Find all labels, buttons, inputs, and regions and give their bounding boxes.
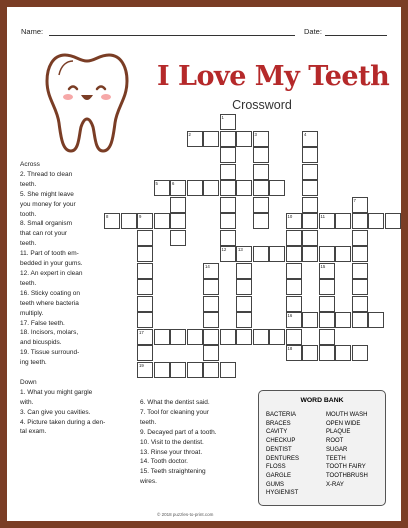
grid-cell[interactable] xyxy=(352,296,368,312)
grid-cell[interactable] xyxy=(220,246,236,262)
clue-line: 17. False teeth. xyxy=(20,319,65,327)
grid-cell[interactable] xyxy=(220,230,236,246)
word-bank-entry: SUGAR xyxy=(326,446,348,453)
grid-cell[interactable] xyxy=(220,329,236,345)
grid-cell[interactable] xyxy=(203,296,219,312)
copyright-notice: © 2018 puzzles-to-print.com xyxy=(157,512,214,517)
grid-cell[interactable] xyxy=(319,246,335,262)
grid-cell[interactable] xyxy=(236,180,252,196)
smiling-tooth-icon xyxy=(45,51,129,155)
grid-cell[interactable] xyxy=(137,345,153,361)
word-bank-entry: GARGLE xyxy=(266,472,292,479)
grid-cell[interactable] xyxy=(302,131,318,147)
clue-line: with. xyxy=(20,398,34,406)
grid-cell[interactable] xyxy=(203,180,219,196)
clue-number: 19 xyxy=(139,362,144,368)
grid-cell[interactable] xyxy=(170,213,186,229)
grid-cell[interactable] xyxy=(302,197,318,213)
clue-number: 10 xyxy=(287,214,293,219)
grid-cell[interactable] xyxy=(137,329,153,345)
clue-line: 9. Decayed part of a tooth. xyxy=(140,428,217,436)
grid-cell[interactable] xyxy=(319,263,335,279)
grid-cell[interactable] xyxy=(203,263,219,279)
clue-line: 1. What you might gargle xyxy=(20,388,93,396)
clue-line: multiply. xyxy=(20,309,44,317)
grid-cell[interactable] xyxy=(154,329,170,345)
word-bank-entry: DENTIST xyxy=(266,446,292,453)
page-title: I Love My Teeth xyxy=(157,61,390,92)
clue-line: teeth. xyxy=(20,240,37,248)
name-label: Name: xyxy=(21,27,44,36)
grid-cell[interactable] xyxy=(187,180,203,196)
grid-cell[interactable] xyxy=(137,362,153,378)
clue-number: 6 xyxy=(172,181,175,186)
grid-cell[interactable] xyxy=(253,164,269,180)
grid-cell[interactable] xyxy=(203,362,219,378)
word-bank-entry: GUMS xyxy=(266,481,284,488)
clue-number: 14 xyxy=(205,263,210,269)
grid-cell[interactable] xyxy=(302,147,318,163)
date-label: Date: xyxy=(304,27,322,36)
grid-cell[interactable] xyxy=(220,147,236,163)
word-bank-entry: FLOSS xyxy=(266,464,286,471)
word-bank-entry: TEETH xyxy=(326,455,346,462)
word-bank-column xyxy=(326,411,368,489)
word-bank-entry: X-RAY xyxy=(326,481,344,488)
grid-cell[interactable] xyxy=(203,329,219,345)
grid-cell[interactable] xyxy=(352,263,368,279)
word-bank-entry: BRACES xyxy=(266,420,291,427)
grid-cell[interactable] xyxy=(220,164,236,180)
grid-cell[interactable] xyxy=(137,213,153,229)
clue-line: 10. Visit to the dentist. xyxy=(140,438,204,446)
clue-line: 6. What the dentist said. xyxy=(140,399,210,406)
clue-line: 12. An expert in clean xyxy=(20,269,83,277)
clue-number: 17 xyxy=(139,329,144,335)
word-bank-title: WORD BANK xyxy=(300,397,344,404)
clue-line: 13. Rinse your throat. xyxy=(140,448,203,456)
clue-line: tooth. xyxy=(20,210,37,218)
grid-cell[interactable] xyxy=(335,213,351,229)
grid-cell[interactable] xyxy=(187,131,203,147)
grid-cell[interactable] xyxy=(154,213,170,229)
grid-cell[interactable] xyxy=(253,197,269,213)
word-bank-entry: ROOT xyxy=(326,438,344,445)
clue-line: 3. Can give you cavities. xyxy=(20,408,91,416)
grid-cell[interactable] xyxy=(352,345,368,361)
grid-cell[interactable] xyxy=(269,180,285,196)
worksheet xyxy=(7,7,401,521)
clue-line: 11. Part of tooth em- xyxy=(20,250,79,258)
grid-cell[interactable] xyxy=(352,312,368,328)
clue-number: 18 xyxy=(287,346,293,351)
clue-number: 3 xyxy=(254,131,257,137)
across-heading: Across xyxy=(20,161,40,168)
grid-cell[interactable] xyxy=(236,263,252,279)
word-bank-entry: CHECKUP xyxy=(266,438,296,445)
clue-line: you money for your xyxy=(20,200,76,208)
grid-cell[interactable] xyxy=(253,246,269,262)
grid-cell[interactable] xyxy=(170,180,186,196)
clue-line: 19. Tissue surround- xyxy=(20,349,80,357)
grid-cell[interactable] xyxy=(253,131,269,147)
down-clues-continued xyxy=(140,398,217,487)
grid-cell[interactable] xyxy=(302,213,318,229)
clue-number: 4 xyxy=(304,131,307,137)
name-line[interactable] xyxy=(49,27,295,36)
grid-cell[interactable] xyxy=(137,263,153,279)
grid-cell[interactable] xyxy=(236,246,252,262)
grid-cell[interactable] xyxy=(286,296,302,312)
grid-cell[interactable] xyxy=(302,164,318,180)
word-bank-entry: CAVITY xyxy=(266,429,288,436)
grid-cell[interactable] xyxy=(236,279,252,295)
grid-cell[interactable] xyxy=(203,279,219,295)
clue-number: 12 xyxy=(221,247,227,252)
grid-cell[interactable] xyxy=(236,329,252,345)
grid-cell[interactable] xyxy=(368,213,384,229)
grid-cell[interactable] xyxy=(352,246,368,262)
clue-number: 8 xyxy=(106,214,109,219)
clue-line: 14. Tooth doctor. xyxy=(140,458,188,466)
clue-line: 2. Thread to clean xyxy=(20,170,73,178)
grid-cell[interactable] xyxy=(286,329,302,345)
grid-cell[interactable] xyxy=(203,345,219,361)
word-bank-column xyxy=(266,411,299,498)
grid-cell[interactable] xyxy=(302,312,318,328)
grid-cell[interactable] xyxy=(236,296,252,312)
grid-cell[interactable] xyxy=(286,279,302,295)
word-bank-entry: BACTERIA xyxy=(266,412,297,418)
grid-cell[interactable] xyxy=(137,296,153,312)
grid-cell[interactable] xyxy=(121,213,137,229)
grid-cell[interactable] xyxy=(170,230,186,246)
clue-number: 16 xyxy=(287,313,293,318)
grid-cell[interactable] xyxy=(220,362,236,378)
clue-line: tal exam. xyxy=(20,428,47,436)
word-bank-entry: HYGIENIST xyxy=(266,490,299,497)
grid-cell[interactable] xyxy=(104,213,120,229)
word-bank-entry: PLAQUE xyxy=(326,429,351,436)
grid-cell[interactable] xyxy=(253,147,269,163)
grid-cell[interactable] xyxy=(170,329,186,345)
grid-cell[interactable] xyxy=(286,312,302,328)
clue-number: 7 xyxy=(353,197,356,203)
grid-cell[interactable] xyxy=(203,131,219,147)
grid-cell[interactable] xyxy=(335,345,351,361)
grid-cell[interactable] xyxy=(286,263,302,279)
grid-cell[interactable] xyxy=(253,329,269,345)
grid-cell[interactable] xyxy=(170,197,186,213)
clue-line: 7. Tool for cleaning your xyxy=(140,408,209,416)
clue-line: 4. Picture taken during a den- xyxy=(20,418,106,426)
clue-line: 16. Sticky coating on xyxy=(20,289,80,297)
grid-cell[interactable] xyxy=(220,180,236,196)
grid-cell[interactable] xyxy=(203,312,219,328)
grid-cell[interactable] xyxy=(302,230,318,246)
clue-line: 8. Small organism xyxy=(20,220,73,228)
grid-cell[interactable] xyxy=(286,230,302,246)
grid-cell[interactable] xyxy=(220,131,236,147)
grid-cell[interactable] xyxy=(220,114,236,130)
grid-cell[interactable] xyxy=(319,279,335,295)
grid-cell[interactable] xyxy=(335,246,351,262)
grid-cell[interactable] xyxy=(286,345,302,361)
word-bank-entry: MOUTH WASH xyxy=(326,412,368,418)
clue-number: 5 xyxy=(155,181,158,186)
grid-cell[interactable] xyxy=(319,329,335,345)
grid-cell[interactable] xyxy=(187,329,203,345)
clue-line: teeth. xyxy=(20,279,37,287)
grid-cell[interactable] xyxy=(368,312,384,328)
clue-number: 9 xyxy=(139,214,142,219)
clue-line: wires. xyxy=(140,478,157,486)
grid-cell[interactable] xyxy=(302,345,318,361)
clue-line: teeth. xyxy=(140,418,157,426)
grid-cell[interactable] xyxy=(385,213,401,229)
grid-cell[interactable] xyxy=(236,312,252,328)
grid-cell[interactable] xyxy=(352,230,368,246)
grid-cell[interactable] xyxy=(220,197,236,213)
name-field xyxy=(21,27,43,36)
clue-number: 13 xyxy=(238,247,243,252)
word-bank-entry: DENTURES xyxy=(266,455,300,462)
clue-line: bedded in your gums. xyxy=(20,260,83,268)
clue-line: that can rot your xyxy=(20,230,67,238)
grid-cell[interactable] xyxy=(220,213,236,229)
clue-line: teeth. xyxy=(20,180,37,188)
grid-cell[interactable] xyxy=(302,180,318,196)
grid-cell[interactable] xyxy=(352,213,368,229)
grid-cell[interactable] xyxy=(187,362,203,378)
grid-cell[interactable] xyxy=(319,312,335,328)
grid-cell[interactable] xyxy=(137,279,153,295)
clue-line: 18. Incisors, molars, xyxy=(20,329,79,337)
grid-cell[interactable] xyxy=(253,180,269,196)
word-bank-entry: TOOTHBRUSH xyxy=(326,472,368,479)
grid-cell[interactable] xyxy=(137,230,153,246)
clue-number: 2 xyxy=(188,131,191,137)
grid-cell[interactable] xyxy=(137,312,153,328)
grid-cell[interactable] xyxy=(302,246,318,262)
clue-line: 15. Teeth straightening xyxy=(140,468,206,476)
grid-cell[interactable] xyxy=(319,213,335,229)
grid-cell[interactable] xyxy=(269,246,285,262)
word-bank xyxy=(258,390,386,506)
clue-line: 5. She might leave xyxy=(20,190,74,198)
grid-cell[interactable] xyxy=(170,362,186,378)
clue-line: ing teeth. xyxy=(20,359,47,367)
grid-cell[interactable] xyxy=(154,180,170,196)
word-bank-entry: TOOTH FAIRY xyxy=(326,464,366,471)
grid-cell[interactable] xyxy=(319,345,335,361)
grid-cell[interactable] xyxy=(236,131,252,147)
grid-cell[interactable] xyxy=(253,213,269,229)
grid-cell[interactable] xyxy=(335,312,351,328)
page-subtitle: Crossword xyxy=(232,98,292,112)
grid-cell[interactable] xyxy=(286,246,302,262)
grid-cell[interactable] xyxy=(269,329,285,345)
date-line[interactable] xyxy=(325,27,387,36)
across-clues xyxy=(20,160,105,437)
grid-cell[interactable] xyxy=(286,213,302,229)
grid-cell[interactable] xyxy=(137,246,153,262)
grid-cell[interactable] xyxy=(154,362,170,378)
clue-line: teeth where bacteria xyxy=(20,299,79,307)
clue-line: and bicuspids. xyxy=(20,339,62,347)
down-heading: Down xyxy=(20,378,37,386)
grid-cell[interactable] xyxy=(319,296,335,312)
clue-number: 15 xyxy=(320,263,326,269)
date-field xyxy=(304,27,322,36)
grid-cell[interactable] xyxy=(352,197,368,213)
clue-number: 11 xyxy=(320,214,325,219)
grid-cell[interactable] xyxy=(352,279,368,295)
clue-number: 1 xyxy=(221,115,224,120)
word-bank-entry: OPEN WIDE xyxy=(326,420,361,427)
